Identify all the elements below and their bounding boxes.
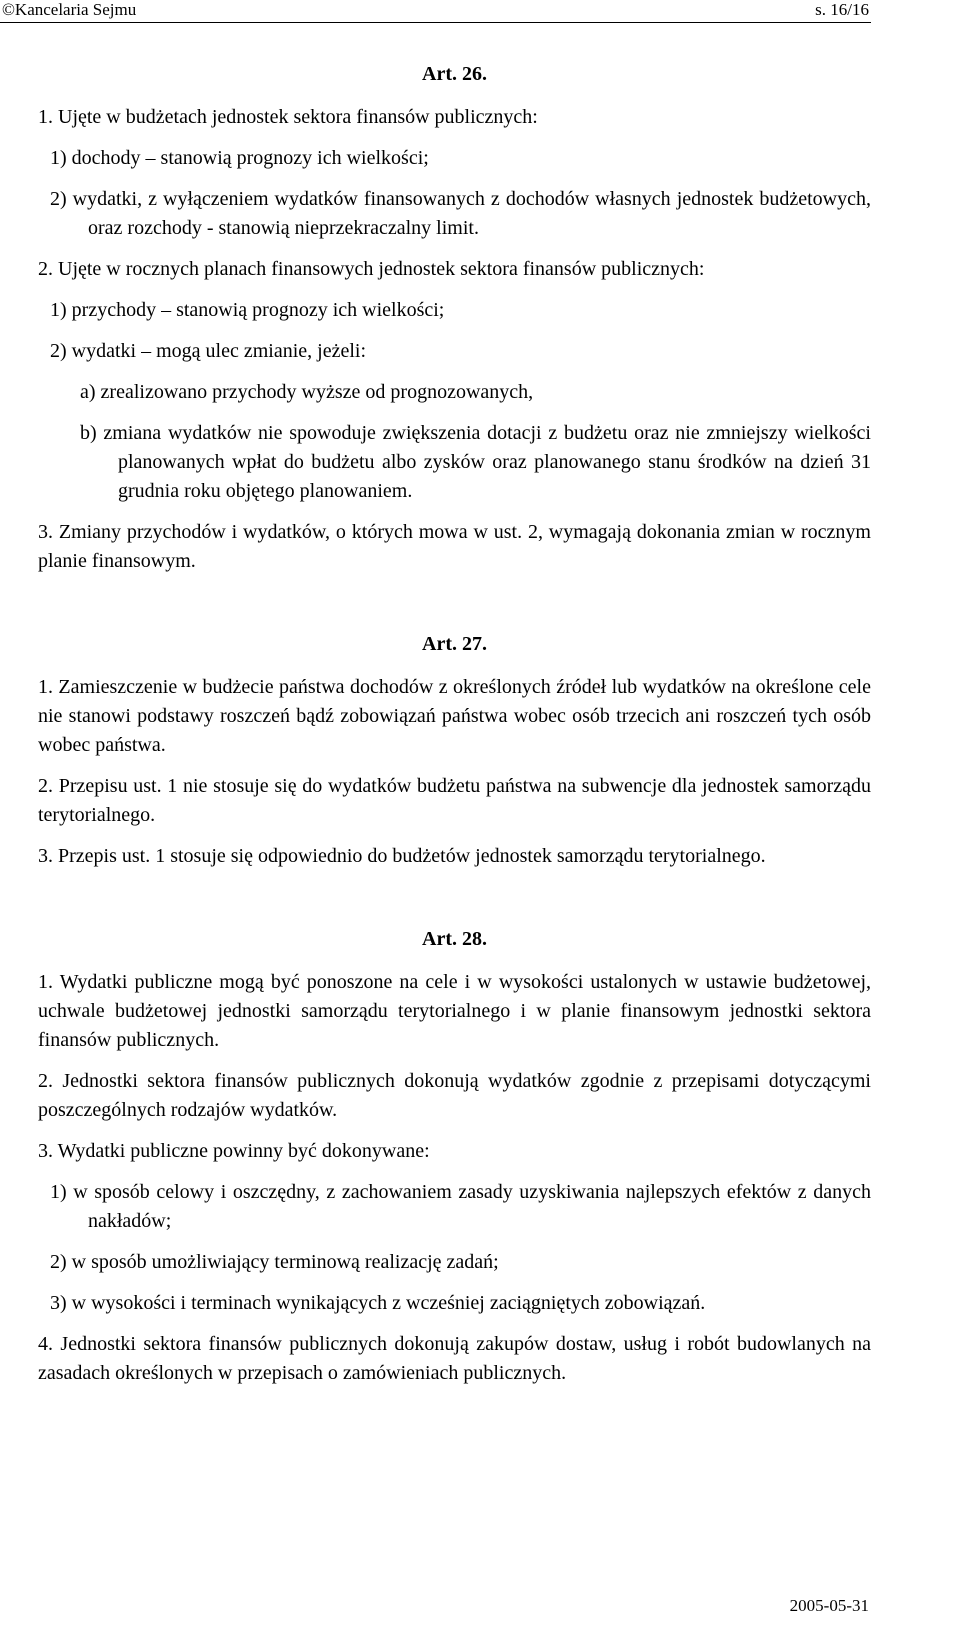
art28-paragraph-1: 1. Wydatki publiczne mogą być ponoszone na cele i w wysokości ustalonych w ustawie budżetowej, uchwale budżetowej jednostki samorządu terytorialnego i w planie finansowym jednostki sektora finansów publicznych. (38, 971, 871, 1051)
art28-paragraph-4: 4. Jednostki sektora finansów publicznych dokonują zakupów dostaw, usług i robót budowlanych na zasadach określonych w przepisach o zamówieniach publicznych. (38, 1333, 871, 1384)
art28-paragraph-2: 2. Jednostki sektora finansów publicznych dokonują wydatków zgodnie z przepisami dotyczącymi poszczególnych rodzajów wydatków. (38, 1070, 871, 1121)
art26-p2-subitem-a: a) zrealizowano przychody wyższe od prognozowanych, (80, 381, 534, 403)
art26-p1-item-1: 1) dochody – stanowią prognozy ich wielkości; (50, 147, 429, 169)
article-26-title: Art. 26. (422, 63, 487, 85)
art26-p2-item-1: 1) przychody – stanowią prognozy ich wielkości; (50, 299, 445, 321)
art26-paragraph-2: 2. Ujęte w rocznych planach finansowych jednostek sektora finansów publicznych: (38, 258, 705, 280)
document-body (38, 60, 871, 1400)
art26-p1-item-2: 2) wydatki, z wyłączeniem wydatków finansowanych z dochodów własnych jednostek budżetowych, oraz rozchody - stanowią nieprzekraczalny limit. (50, 188, 871, 239)
page-number: s. 16/16 (815, 0, 869, 19)
art28-paragraph-3: 3. Wydatki publiczne powinny być dokonywane: (38, 1140, 430, 1162)
art27-paragraph-1: 1. Zamieszczenie w budżecie państwa dochodów z określonych źródeł lub wydatków na określone cele nie stanowi podstawy roszczeń bądź zobowiązań państwa wobec osób trzecich ani roszczeń tych osób wobec państwa. (38, 676, 871, 756)
art26-paragraph-3: 3. Zmiany przychodów i wydatków, o których mowa w ust. 2, wymagają dokonania zmian w rocznym planie finansowym. (38, 521, 871, 572)
header-divider (0, 22, 871, 23)
spacer (38, 588, 871, 630)
publisher-label: ©Kancelaria Sejmu (2, 0, 137, 19)
art28-p3-item-2: 2) w sposób umożliwiający terminową realizację zadań; (50, 1251, 499, 1273)
page-header (0, 0, 960, 22)
art27-paragraph-3: 3. Przepis ust. 1 stosuje się odpowiednio do budżetów jednostek samorządu terytorialnego. (38, 845, 766, 867)
art28-p3-item-1: 1) w sposób celowy i oszczędny, z zachowaniem zasady uzyskiwania najlepszych efektów z danych nakładów; (50, 1181, 871, 1232)
art26-paragraph-1: 1. Ujęte w budżetach jednostek sektora finansów publicznych: (38, 106, 538, 128)
footer-date: 2005-05-31 (789, 1596, 869, 1615)
art26-p2-item-2: 2) wydatki – mogą ulec zmianie, jeżeli: (50, 340, 366, 362)
art26-p2-subitem-b: b) zmiana wydatków nie spowoduje zwiększenia dotacji z budżetu oraz nie zmniejszy wielkości planowanych wpłat do budżetu albo zysków oraz planowanego stanu środków na dzień 31 grudnia roku objętego planowaniem. (80, 422, 871, 502)
art28-p3-item-3: 3) w wysokości i terminach wynikających z wcześniej zaciągniętych zobowiązań. (50, 1292, 706, 1314)
article-28-title: Art. 28. (422, 928, 487, 950)
article-27-title: Art. 27. (422, 633, 487, 655)
spacer (38, 883, 871, 925)
art27-paragraph-2: 2. Przepisu ust. 1 nie stosuje się do wydatków budżetu państwa na subwencje dla jednostek samorządu terytorialnego. (38, 775, 871, 826)
